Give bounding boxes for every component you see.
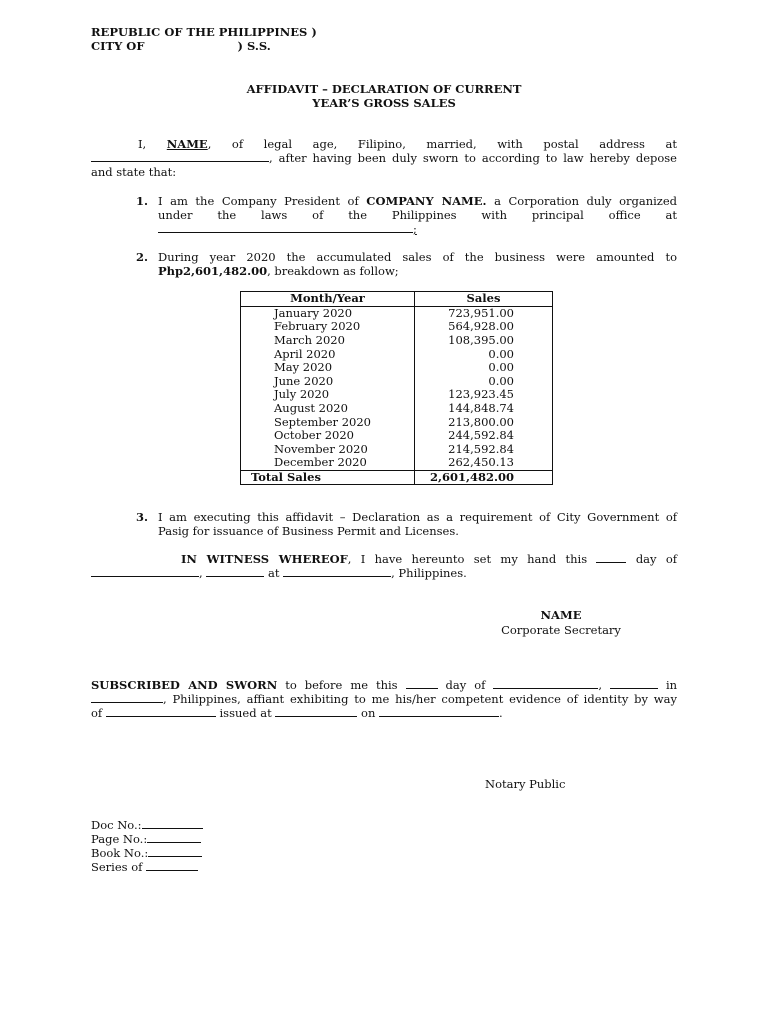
total-amount: Php2,601,482.00 bbox=[158, 264, 268, 278]
sworn-year-blank bbox=[610, 678, 658, 689]
jurat-paragraph: SUBSCRIBED AND SWORN to before me this day of , in , Philippines, affiant exhibiting to me his/her competent evidence of identity by way of issued at on . bbox=[91, 678, 678, 720]
document-title bbox=[0, 82, 768, 110]
item-2: 2. During year 2020 the accumulated sales of the business were amounted to Php2,601,482.00, breakdown as follow; bbox=[136, 250, 677, 278]
page-no: Page No.: bbox=[91, 832, 203, 846]
table-row: July 2020 123,923.45 bbox=[241, 388, 553, 402]
table-row: February 2020 564,928.00 bbox=[241, 320, 553, 334]
document-header bbox=[91, 25, 317, 53]
affiant-name: NAME bbox=[166, 137, 208, 151]
table-row: October 2020 244,592.84 bbox=[241, 429, 553, 443]
item-3: 3. I am executing this affidavit – Declaration as a requirement of City Government of Pasig for issuance of Business Permit and Licenses. bbox=[136, 510, 677, 538]
principal-office-blank bbox=[158, 222, 413, 233]
id-blank bbox=[106, 706, 216, 717]
table-total-row: Total Sales 2,601,482.00 bbox=[241, 470, 553, 485]
sworn-month-blank bbox=[493, 678, 598, 689]
witness-paragraph: IN WITNESS WHEREOF, I have hereunto set my hand this day of , at , Philippines. bbox=[91, 552, 677, 580]
doc-no: Doc No.: bbox=[91, 818, 203, 832]
republic-line: REPUBLIC OF THE PHILIPPINES ) bbox=[91, 25, 317, 39]
month-blank bbox=[91, 566, 199, 577]
intro-paragraph: I, NAME, of legal age, Filipino, married, with postal address at , after having been duly sworn to according to law hereby depose and state that: bbox=[91, 137, 677, 179]
signatory-role: Corporate Secretary bbox=[501, 623, 621, 637]
city-line: CITY OF ) S.S. bbox=[91, 39, 271, 53]
series-of: Series of bbox=[91, 860, 203, 874]
table-header-row bbox=[241, 292, 553, 307]
table-row: December 2020 262,450.13 bbox=[241, 456, 553, 470]
table-row: August 2020 144,848.74 bbox=[241, 402, 553, 416]
issued-on-blank bbox=[379, 706, 499, 717]
table-row: June 2020 0.00 bbox=[241, 375, 553, 389]
issued-at-blank bbox=[275, 706, 357, 717]
col-month-header: Month/Year bbox=[241, 292, 415, 307]
signatory-block bbox=[461, 608, 661, 638]
sworn-day-blank bbox=[406, 678, 438, 689]
table-row: April 2020 0.00 bbox=[241, 347, 553, 361]
notary-public-label: Notary Public bbox=[485, 777, 566, 791]
postal-address-blank bbox=[91, 151, 269, 162]
table-row: September 2020 213,800.00 bbox=[241, 415, 553, 429]
doc-info-block bbox=[91, 818, 203, 874]
year-blank bbox=[206, 566, 264, 577]
item-1: 1. I am the Company President of COMPANY NAME. a Corporation duly organized under the laws of the Philippines with principal office at ; bbox=[136, 194, 678, 236]
table-row: January 2020 723,951.00 bbox=[241, 306, 553, 320]
table-row: November 2020 214,592.84 bbox=[241, 443, 553, 457]
table-row: May 2020 0.00 bbox=[241, 361, 553, 375]
sales-table bbox=[240, 291, 553, 485]
title-line-1: AFFIDAVIT – DECLARATION OF CURRENT bbox=[246, 82, 522, 96]
col-sales-header: Sales bbox=[415, 292, 553, 307]
sworn-place-blank bbox=[91, 692, 163, 703]
title-line-2: YEAR’S GROSS SALES bbox=[312, 96, 456, 110]
day-blank bbox=[596, 552, 626, 563]
signatory-name: NAME bbox=[540, 608, 582, 622]
table-row: March 2020 108,395.00 bbox=[241, 334, 553, 348]
company-name: COMPANY NAME. bbox=[366, 194, 487, 208]
place-blank bbox=[283, 566, 391, 577]
book-no: Book No.: bbox=[91, 846, 203, 860]
